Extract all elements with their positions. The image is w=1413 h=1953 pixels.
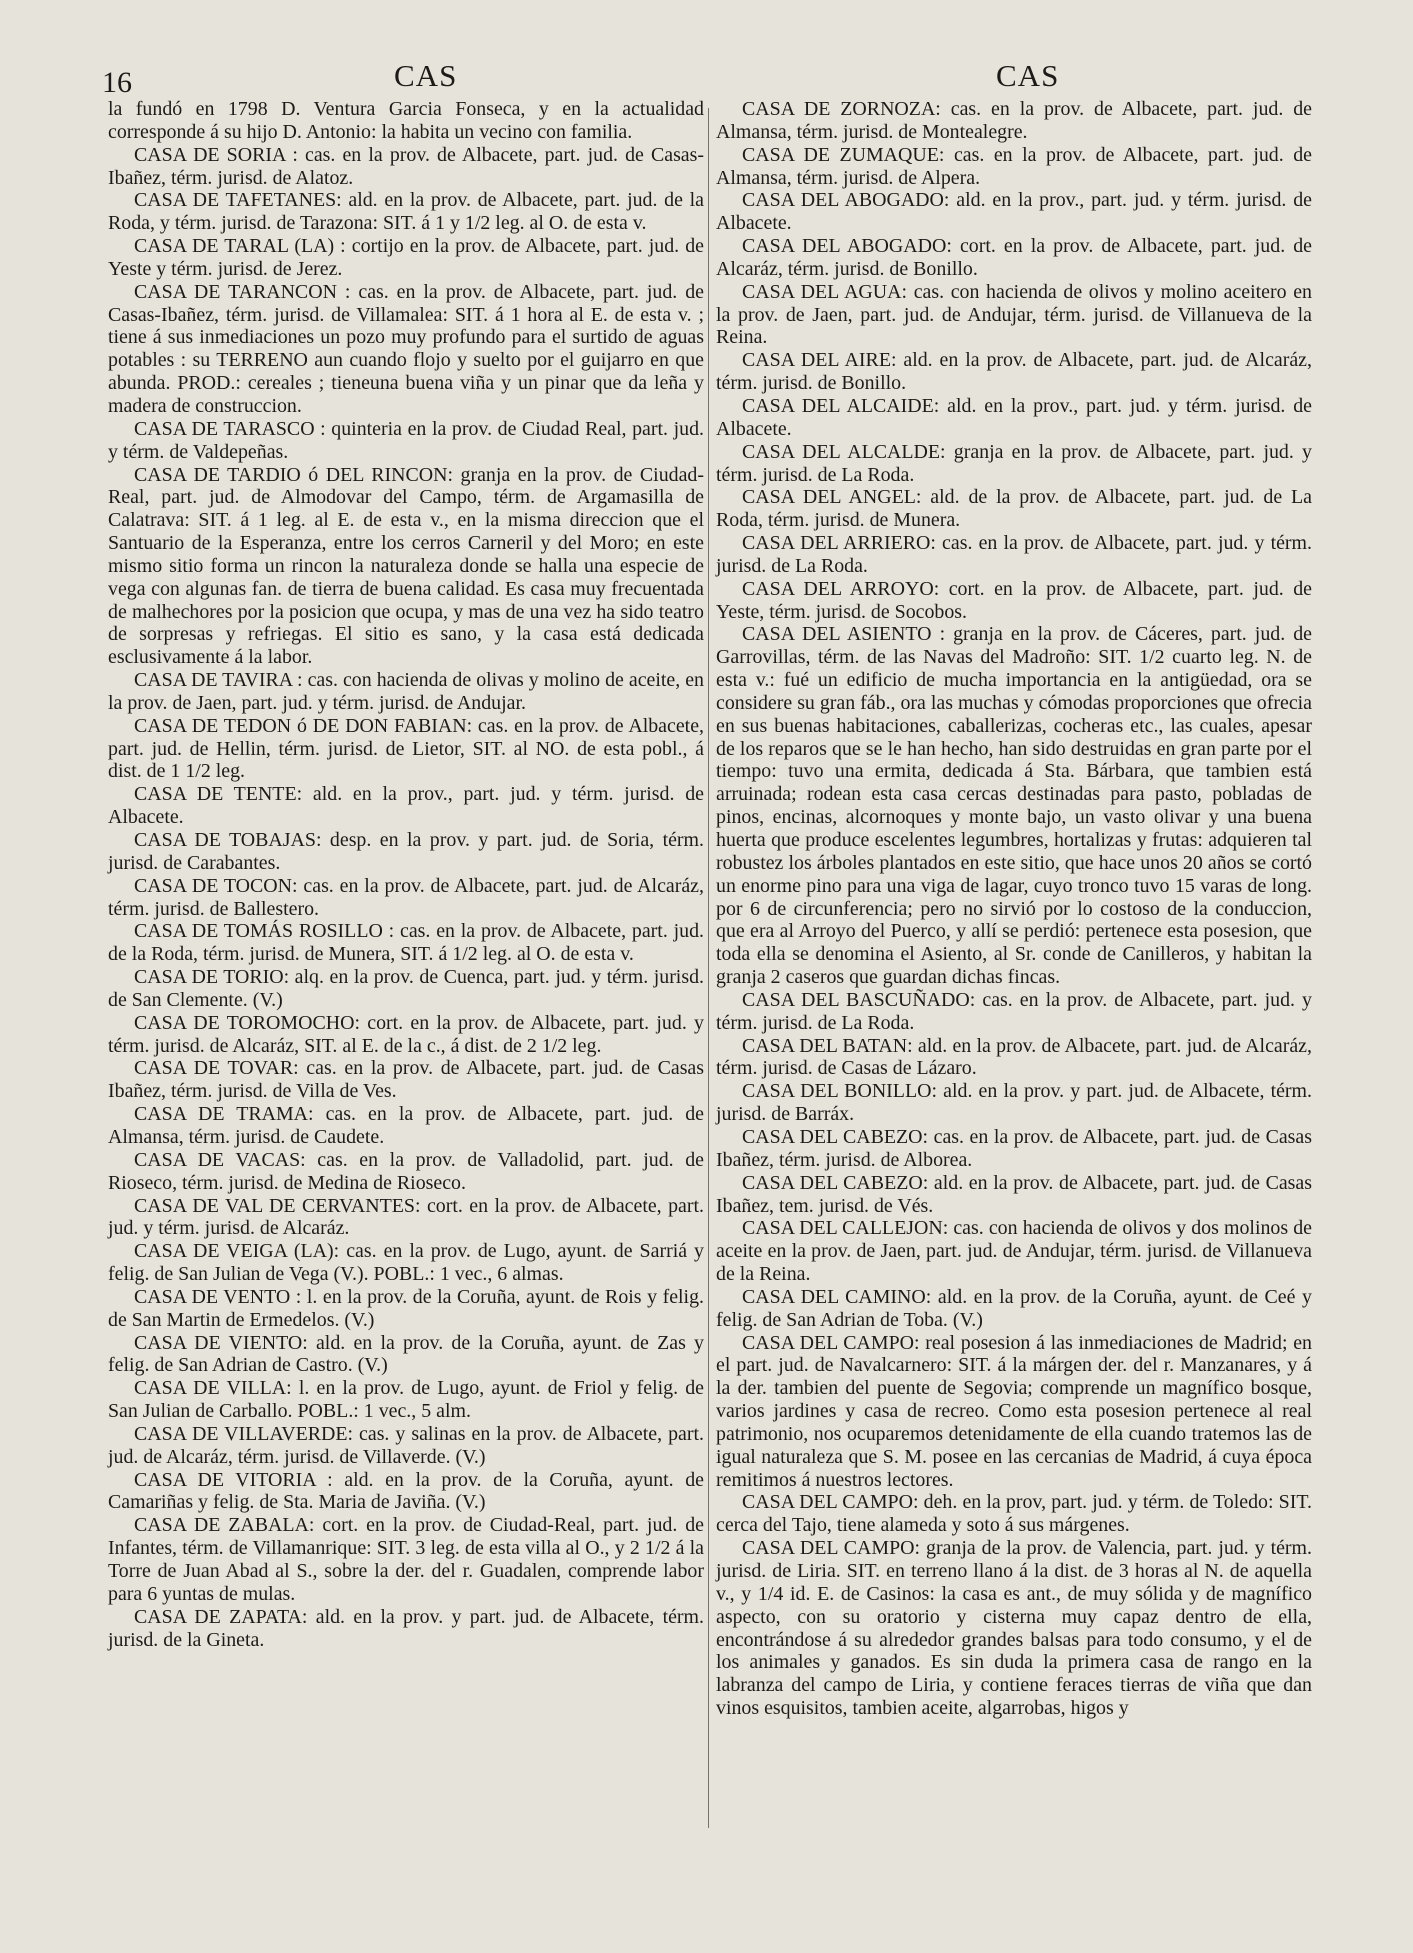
- dictionary-entry: CASA DE TAFETANES: ald. en la prov. de Albacete, part. jud. de la Roda, y térm. jurisd. de Tarazona: SIT. á 1 y 1/2 leg. al O. de esta v.: [108, 189, 704, 235]
- dictionary-entry: CASA DE VITORIA : ald. en la prov. de la Coruña, ayunt. de Camariñas y felig. de Sta. Maria de Javiña. (V.): [108, 1468, 704, 1514]
- page-number: 16: [102, 66, 132, 99]
- dictionary-entry: CASA DE TRAMA: cas. en la prov. de Albacete, part. jud. de Almansa, térm. jurisd. de Caudete.: [108, 1103, 704, 1148]
- right-column: [716, 98, 1312, 1720]
- dictionary-entry: CASA DEL BASCUÑADO: cas. en la prov. de Albacete, part. jud. y térm. jurisd. de La Roda.: [716, 988, 1312, 1034]
- dictionary-entry: CASA DE VAL DE CERVANTES: cort. en la prov. de Albacete, part. jud. y térm. jurisd. de Alcaráz.: [108, 1194, 704, 1240]
- continued-entry: la fundó en 1798 D. Ventura Garcia Fonseca, y en la actualidad corresponde á su hijo D. Antonio: la habita un vecino con familia.: [108, 98, 704, 143]
- dictionary-entry: CASA DEL ABOGADO: ald. en la prov., part. jud. y térm. jurisd. de Albacete.: [716, 189, 1312, 235]
- dictionary-entry: CASA DEL CABEZO: cas. en la prov. de Albacete, part. jud. de Casas Ibañez, térm. jurisd. de Alborea.: [716, 1125, 1312, 1171]
- dictionary-entry: CASA DE TARDIO ó DEL RINCON: granja en la prov. de Ciudad-Real, part. jud. de Almodovar del Campo, térm. de Argamasilla de Calatrava: SIT. á 1 leg. al E. de esta v., en la misma direccion que el Santuario de la Esperanza, entre los cerros Carneril y del Moro; en este mismo sitio forma un rincon la naturaleza donde se halla una especie de vega con algunas fan. de tierra de buena calidad. Es casa muy frecuentada de malhechores por la posicion que ocupa, y mas de una vez ha sido teatro de sorpresas y refriegas. El sitio es sano, y la casa está dedicada esclusivamente á la labor.: [108, 463, 704, 669]
- dictionary-entry: CASA DE TOMÁS ROSILLO : cas. en la prov. de Albacete, part. jud. de la Roda, térm. jurisd. de Munera, SIT. á 1/2 leg. al O. de esta v.: [108, 920, 704, 966]
- dictionary-entry: CASA DEL AGUA: cas. con hacienda de olivos y molino aceitero en la prov. de Jaen, part. jud. de Andujar, térm. jurisd. de Villanueva de la Reina.: [716, 280, 1312, 349]
- dictionary-entry: CASA DEL ARRIERO: cas. en la prov. de Albacete, part. jud. y térm. jurisd. de La Roda.: [716, 532, 1312, 577]
- dictionary-entry: CASA DEL ANGEL: ald. de la prov. de Albacete, part. jud. de La Roda, térm. jurisd. de Munera.: [716, 486, 1312, 532]
- dictionary-entry: CASA DE TARANCON : cas. en la prov. de Albacete, part. jud. de Casas-Ibañez, térm. jurisd. de Villamalea: SIT. á 1 hora al E. de esta v. ; tiene á sus inmediaciones un pozo muy profundo para el surtido de aguas potables : su TERRENO aun cuando flojo y suelto por el guijarro en que abunda. PROD.: cereales ; tieneuna buena viña y un pinar que da leña y madera de construccion.: [108, 280, 704, 417]
- dictionary-entry: CASA DEL BONILLO: ald. en la prov. y part. jud. de Albacete, térm. jurisd. de Barráx.: [716, 1080, 1312, 1126]
- dictionary-entry: CASA DE TAVIRA : cas. con hacienda de olivas y molino de aceite, en la prov. de Jaen, part. jud. y térm. jurisd. de Andujar.: [108, 669, 704, 714]
- dictionary-entry: CASA DE ZORNOZA: cas. en la prov. de Albacete, part. jud. de Almansa, térm. jurisd. de Montealegre.: [716, 98, 1312, 143]
- dictionary-entry: CASA DEL ARROYO: cort. en la prov. de Albacete, part. jud. de Yeste, térm. jurisd. de Socobos.: [716, 577, 1312, 623]
- dictionary-entry: CASA DEL CAMPO: deh. en la prov, part. jud. y térm. de Toledo: SIT. cerca del Tajo, tiene alameda y soto á sus márgenes.: [716, 1491, 1312, 1537]
- dictionary-entry: CASA DE ZUMAQUE: cas. en la prov. de Albacete, part. jud. de Almansa, térm. jurisd. de Alpera.: [716, 143, 1312, 189]
- dictionary-entry: CASA DE TOVAR: cas. en la prov. de Albacete, part. jud. de Casas Ibañez, térm. jurisd. de Villa de Ves.: [108, 1057, 704, 1103]
- dictionary-entry: CASA DE SORIA : cas. en la prov. de Albacete, part. jud. de Casas-Ibañez, térm. jurisd. de Alatoz.: [108, 143, 704, 189]
- dictionary-entry: CASA DE TOROMOCHO: cort. en la prov. de Albacete, part. jud. y térm. jurisd. de Alcaráz, SIT. al E. de la c., á dist. de 2 1/2 leg.: [108, 1011, 704, 1057]
- dictionary-entry: CASA DE VEIGA (LA): cas. en la prov. de Lugo, ayunt. de Sarriá y felig. de San Julian de Vega (V.). POBL.: 1 vec., 6 almas.: [108, 1240, 704, 1286]
- dictionary-entry: CASA DEL CABEZO: ald. en la prov. de Albacete, part. jud. de Casas Ibañez, tem. jurisd. de Vés.: [716, 1171, 1312, 1217]
- left-column: [108, 98, 704, 1651]
- dictionary-entry: CASA DE TARASCO : quinteria en la prov. de Ciudad Real, part. jud. y térm. de Valdepeñas.: [108, 417, 704, 463]
- dictionary-entry: CASA DE VIENTO: ald. en la prov. de la Coruña, ayunt. de Zas y felig. de San Adrian de Castro. (V.): [108, 1331, 704, 1377]
- dictionary-entry: CASA DEL AIRE: ald. en la prov. de Albacete, part. jud. de Alcaráz, térm. jurisd. de Bonillo.: [716, 349, 1312, 395]
- dictionary-entry: CASA DE VACAS: cas. en la prov. de Valladolid, part. jud. de Rioseco, térm. jurisd. de Medina de Rioseco.: [108, 1148, 704, 1194]
- dictionary-entry: CASA DEL ASIENTO : granja en la prov. de Cáceres, part. jud. de Garrovillas, térm. de las Navas del Madroño: SIT. 1/2 cuarto leg. N. de esta v.: fué un edificio de mucha importancia en la antigüedad, ora se considere su gran fáb., ora las muchas y cómodas proporciones que ofrecia en sus buenas habitaciones, caballerizas, cocheras etc., las cuales, apesar de los reparos que se le han hecho, han sido destruidas en gran parte por el tiempo: tuvo una ermita, dedicada á Sta. Bárbara, que tambien está arruinada; rodean esta casa cercas destinadas para pasto, pobladas de pinos, encinas, alcornoques y monte bajo, un vasto olivar y una buena huerta que produce escelentes legumbres, hortalizas y frutas: adquieren tal robustez los árboles plantados en este sitio, que hace unos 20 años se cortó un enorme pino para una viga de lagar, cuyo tronco tuvo 15 varas de long. por 6 de circunferencia; pero no sirvió por lo costoso de la conduccion, que era al Arroyo del Puerco, y allí se perdió: pertenece esta posesion, que toda ella se denomina el Asiento, al Sr. conde de Canilleros, y habitan la granja 2 caseros que guardan dichas fincas.: [716, 623, 1312, 989]
- dictionary-entry: CASA DE ZAPATA: ald. en la prov. y part. jud. de Albacete, térm. jurisd. de la Gineta.: [108, 1605, 704, 1651]
- running-head-right: CAS: [996, 58, 1060, 93]
- dictionary-entry: CASA DE VILLAVERDE: cas. y salinas en la prov. de Albacete, part. jud. de Alcaráz, térm. jurisd. de Villaverde. (V.): [108, 1422, 704, 1468]
- running-head-left: CAS: [394, 58, 458, 93]
- dictionary-entry: CASA DEL BATAN: ald. en la prov. de Albacete, part. jud. de Alcaráz, térm. jurisd. de Casas de Lázaro.: [716, 1034, 1312, 1080]
- column-divider: [708, 108, 709, 1828]
- dictionary-entry: CASA DE VENTO : l. en la prov. de la Coruña, ayunt. de Rois y felig. de San Martin de Ermedelos. (V.): [108, 1285, 704, 1331]
- dictionary-entry: CASA DEL ALCALDE: granja en la prov. de Albacete, part. jud. y térm. jurisd. de La Roda.: [716, 440, 1312, 486]
- dictionary-entry: CASA DE TENTE: ald. en la prov., part. jud. y térm. jurisd. de Albacete.: [108, 783, 704, 829]
- dictionary-entry: CASA DEL ABOGADO: cort. en la prov. de Albacete, part. jud. de Alcaráz, térm. jurisd. de Bonillo.: [716, 235, 1312, 280]
- dictionary-entry: CASA DE TOCON: cas. en la prov. de Albacete, part. jud. de Alcaráz, térm. jurisd. de Ballestero.: [108, 874, 704, 920]
- dictionary-entry: CASA DE TARAL (LA) : cortijo en la prov. de Albacete, part. jud. de Yeste y térm. jurisd. de Jerez.: [108, 235, 704, 280]
- dictionary-entry: CASA DEL CALLEJON: cas. con hacienda de olivos y dos molinos de aceite en la prov. de Jaen, part. jud. de Andujar, térm. jurisd. de Villanueva de la Reina.: [716, 1217, 1312, 1286]
- dictionary-entry: CASA DE ZABALA: cort. en la prov. de Ciudad-Real, part. jud. de Infantes, térm. de Villamanrique: SIT. 3 leg. de esta villa al O., y 2 1/2 á la Torre de Juan Abad al S., sobre la der. del r. Guadalen, comprende labor para 6 yuntas de mulas.: [108, 1514, 704, 1605]
- dictionary-entry: CASA DEL CAMINO: ald. en la prov. de la Coruña, ayunt. de Ceé y felig. de San Adrian de Toba. (V.): [716, 1285, 1312, 1331]
- dictionary-entry: CASA DEL CAMPO: real posesion á las inmediaciones de Madrid; en el part. jud. de Navalcarnero: SIT. á la márgen der. del r. Manzanares, y á la der. tambien del puente de Segovia; comprende un magnífico bosque, varios jardines y casa de recreo. Como esta posesion pertenece al real patrimonio, nos ocuparemos detenidamente de ella cuando tratemos las de igual naturaleza que S. M. posee en las cercanias de Madrid, á cuya época remitimos á nuestros lectores.: [716, 1331, 1312, 1491]
- dictionary-entry: CASA DE TOBAJAS: desp. en la prov. y part. jud. de Soria, térm. jurisd. de Carabantes.: [108, 829, 704, 874]
- dictionary-entry: CASA DE TORIO: alq. en la prov. de Cuenca, part. jud. y térm. jurisd. de San Clemente. (V.): [108, 966, 704, 1011]
- dictionary-entry: CASA DEL ALCAIDE: ald. en la prov., part. jud. y térm. jurisd. de Albacete.: [716, 394, 1312, 440]
- dictionary-entry: CASA DE TEDON ó DE DON FABIAN: cas. en la prov. de Albacete, part. jud. de Hellin, térm. jurisd. de Lietor, SIT. al NO. de esta pobl., á dist. de 1 1/2 leg.: [108, 714, 704, 783]
- dictionary-entry: CASA DE VILLA: l. en la prov. de Lugo, ayunt. de Friol y felig. de San Julian de Carballo. POBL.: 1 vec., 5 alm.: [108, 1377, 704, 1423]
- dictionary-entry: CASA DEL CAMPO: granja de la prov. de Valencia, part. jud. y térm. jurisd. de Liria. SIT. en terreno llano á la dist. de 3 horas al N. de aquella v., y 1/4 id. E. de Casinos: la casa es ant., de muy sólida y de magnífico aspecto, con su oratorio y cisterna muy capaz dentro de ella, encontrándose á su alrededor grandes balsas para todo consumo, y el de los animales y ganados. Es sin duda la primera casa de rango en la labranza del campo de Liria, y contiene feraces tierras de viña que dan vinos esquisitos, tambien aceite, algarrobas, higos y: [716, 1537, 1312, 1720]
